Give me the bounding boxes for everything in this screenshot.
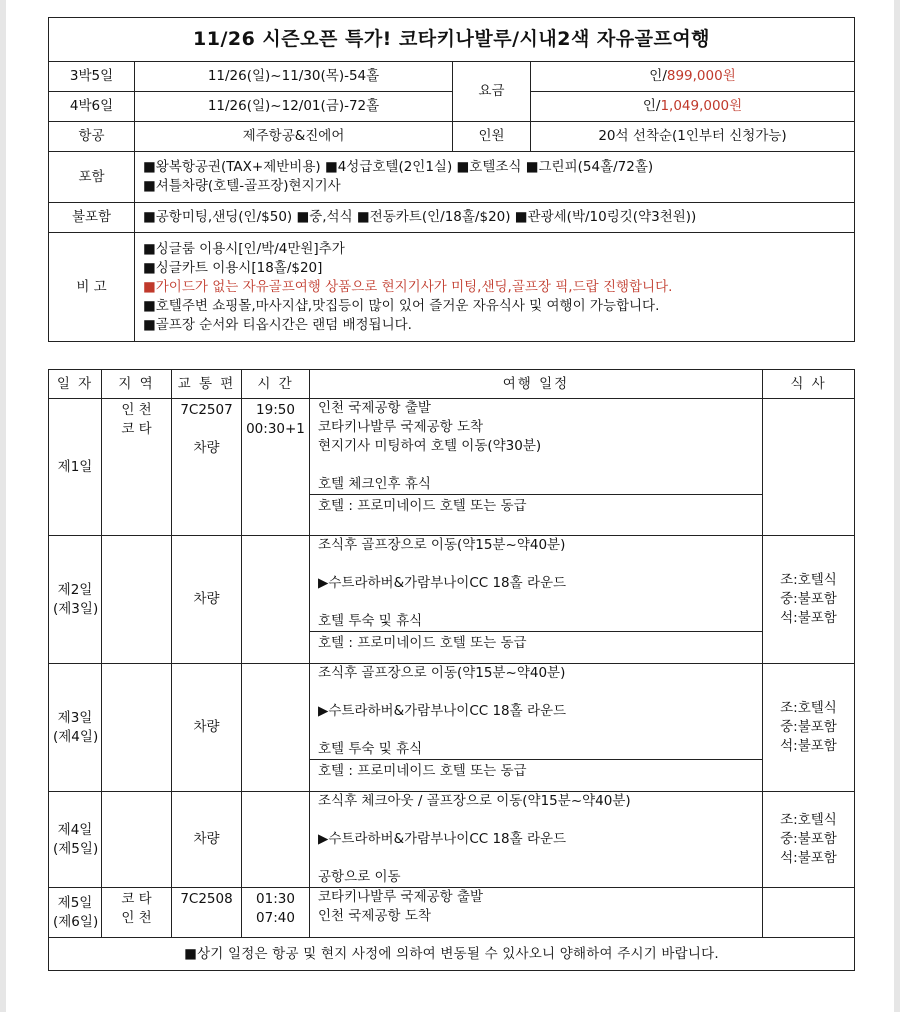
itinerary-spacer	[318, 849, 754, 868]
day-label: (제6일)	[53, 913, 99, 930]
day-label: 제3일	[57, 709, 93, 726]
fee-label: 요금	[453, 62, 531, 122]
itinerary-spacer	[318, 456, 754, 475]
capacity-value: 20석 선착순(1인부터 신청가능)	[531, 122, 855, 152]
remark-item: ■가이드가 없는 자유골프여행 상품으로 현지기사가 미팅,샌딩,골프장 픽,드랍 진행합니다.	[143, 278, 673, 295]
meal-cell	[763, 888, 855, 938]
remark-item: ■골프장 순서와 티옵시간은 랜덤 배정됩니다.	[143, 316, 412, 333]
included-label: 포함	[49, 152, 135, 203]
package-dates: 11/26(일)~12/01(금)-72홀	[135, 92, 453, 122]
transport-label: 차량	[193, 440, 220, 456]
meal-item: 석:불포함	[780, 610, 837, 626]
meal-item: 중:불포함	[780, 831, 837, 847]
day-cell	[49, 664, 102, 792]
transport-cell	[172, 792, 242, 888]
region-cell	[102, 399, 172, 536]
included-item: ■왕복항공권(TAX+제반비용) ■4성급호텔(2인1실) ■호텔조식 ■그린피(54홀/72홀)	[143, 159, 654, 175]
transport-cell	[172, 399, 242, 536]
region-cell	[102, 664, 172, 792]
region-cell	[102, 888, 172, 938]
excluded-label: 불포함	[49, 203, 135, 233]
remarks-list	[135, 233, 855, 342]
time-label: 19:50	[256, 402, 295, 418]
day-label: (제3일)	[53, 600, 99, 617]
meal-cell	[763, 792, 855, 888]
included-list	[135, 152, 855, 203]
hotel-line: 호텔 : 프로미네이드 호텔 또는 동급	[310, 759, 762, 783]
price-prefix: 인/	[642, 98, 661, 114]
included-item: ■셔틀차량(호텔-골프장)현지기사	[143, 178, 341, 194]
day-cell	[49, 536, 102, 664]
day-cell	[49, 888, 102, 938]
time-label: 01:30	[256, 891, 295, 907]
price-value: 1,049,000원	[660, 98, 743, 114]
transport-label: 7C2507	[180, 402, 233, 418]
itinerary-line: 조식후 골프장으로 이동(약15분~약40분)	[318, 537, 566, 553]
day-label: 제4일	[57, 821, 93, 838]
itinerary-line: 조식후 골프장으로 이동(약15분~약40분)	[318, 665, 566, 681]
itinerary-cell	[310, 536, 763, 664]
transport-label: 차량	[193, 831, 220, 847]
meal-cell	[763, 536, 855, 664]
itinerary-line: 현지기사 미팅하여 호텔 이동(약30분)	[318, 438, 542, 454]
itinerary-line: 인천 국제공항 도착	[318, 908, 431, 924]
itinerary-cell	[310, 888, 763, 938]
itinerary-cell	[310, 792, 763, 888]
package-price	[531, 92, 855, 122]
airline-value: 제주항공&진에어	[135, 122, 453, 152]
itinerary-day-row	[49, 536, 855, 664]
itinerary-day-row	[49, 888, 855, 938]
itinerary-day-row	[49, 399, 855, 536]
itinerary-table	[48, 369, 855, 971]
itinerary-spacer	[318, 683, 754, 702]
header-time: 시 간	[242, 370, 310, 399]
itinerary-spacer	[318, 721, 754, 740]
day-cell	[49, 399, 102, 536]
region-label: 코 타	[121, 421, 152, 437]
header-region: 지 역	[102, 370, 172, 399]
itinerary-day-row	[49, 792, 855, 888]
header-meal: 식 사	[763, 370, 855, 399]
left-edge-shadow	[0, 0, 6, 1012]
transport-label: 차량	[193, 591, 220, 607]
day-cell	[49, 792, 102, 888]
meal-cell	[763, 664, 855, 792]
transport-label	[176, 420, 237, 439]
meal-item: 중:불포함	[780, 719, 837, 735]
excluded-list: ■공항미팅,샌딩(인/$50) ■중,석식 ■전동카트(인/18홀/$20) ■관광세(박/10링깃(약3천원))	[135, 203, 855, 233]
itinerary-line: 인천 국제공항 출발	[318, 400, 431, 416]
header-transport: 교 통 편	[172, 370, 242, 399]
airline-label: 항공	[49, 122, 135, 152]
transport-cell	[172, 664, 242, 792]
remark-item: ■싱글룸 이용시[인/박/4만원]추가	[143, 240, 345, 257]
itinerary-day-row	[49, 664, 855, 792]
meal-item: 조:호텔식	[780, 812, 837, 828]
package-dates: 11/26(일)~11/30(목)-54홀	[135, 62, 453, 92]
transport-label: 차량	[193, 719, 220, 735]
meal-item: 중:불포함	[780, 591, 837, 607]
time-cell	[242, 399, 310, 536]
itinerary-spacer	[318, 593, 754, 612]
time-cell	[242, 536, 310, 664]
itinerary-line: ▶수트라하버&가람부나이CC 18홀 라운드	[318, 703, 567, 719]
region-label: 인 천	[121, 402, 152, 418]
itinerary-line: 코타키나발루 국제공항 출발	[318, 889, 484, 905]
meal-cell	[763, 399, 855, 536]
region-cell	[102, 536, 172, 664]
package-info-table	[48, 17, 855, 342]
time-label: 00:30+1	[246, 421, 305, 437]
time-cell	[242, 888, 310, 938]
region-cell	[102, 792, 172, 888]
time-cell	[242, 792, 310, 888]
footer-note: ■상기 일정은 항공 및 현지 사정에 의하여 변동될 수 있사오니 양해하여 주시기 바랍니다.	[49, 938, 855, 971]
package-label: 4박6일	[49, 92, 135, 122]
remark-item: ■호텔주변 쇼핑몰,마사지샵,맛집등이 많이 있어 즐거운 자유식사 및 여행이 가능합니다.	[143, 297, 660, 314]
capacity-label: 인원	[453, 122, 531, 152]
header-day: 일 자	[49, 370, 102, 399]
day-label: 제2일	[57, 581, 93, 598]
meal-item: 석:불포함	[780, 850, 837, 866]
hotel-line: 호텔 : 프로미네이드 호텔 또는 동급	[310, 494, 762, 518]
price-value: 899,000원	[666, 68, 736, 84]
day-label: 제1일	[57, 458, 93, 475]
header-itinerary: 여행 일정	[310, 370, 763, 399]
remark-item: ■싱글카트 이용시[18홀/$20]	[143, 259, 323, 276]
itinerary-line: ▶수트라하버&가람부나이CC 18홀 라운드	[318, 831, 567, 847]
transport-label: 7C2508	[180, 891, 233, 907]
itinerary-spacer	[318, 811, 754, 830]
package-label: 3박5일	[49, 62, 135, 92]
itinerary-spacer	[318, 555, 754, 574]
itinerary-cell	[310, 399, 763, 536]
day-label: (제4일)	[53, 728, 99, 745]
itinerary-line: 호텔 체크인후 휴식	[318, 476, 431, 492]
region-label: 코 타	[121, 891, 152, 907]
remarks-label: 비 고	[49, 233, 135, 342]
itinerary-line: 공항으로 이동	[318, 869, 401, 885]
right-edge-shadow	[894, 0, 900, 1012]
package-price	[531, 62, 855, 92]
time-cell	[242, 664, 310, 792]
meal-item: 조:호텔식	[780, 700, 837, 716]
itinerary-line: 호텔 투숙 및 휴식	[318, 613, 423, 629]
time-label: 07:40	[256, 910, 295, 926]
transport-cell	[172, 888, 242, 938]
meal-item: 석:불포함	[780, 738, 837, 754]
day-label: (제5일)	[53, 840, 99, 857]
page-title: 11/26 시즌오픈 특가! 코타키나발루/시내2색 자유골프여행	[49, 18, 855, 62]
transport-cell	[172, 536, 242, 664]
region-label: 인 천	[121, 910, 152, 926]
price-prefix: 인/	[649, 68, 667, 84]
itinerary-line: ▶수트라하버&가람부나이CC 18홀 라운드	[318, 575, 567, 591]
itinerary-line: 코타키나발루 국제공항 도착	[318, 419, 484, 435]
itinerary-line: 호텔 투숙 및 휴식	[318, 741, 423, 757]
itinerary-cell	[310, 664, 763, 792]
meal-item: 조:호텔식	[780, 572, 837, 588]
day-label: 제5일	[57, 894, 93, 911]
itinerary-line: 조식후 체크아웃 / 골프장으로 이동(약15분~약40분)	[318, 793, 631, 809]
hotel-line: 호텔 : 프로미네이드 호텔 또는 동급	[310, 631, 762, 655]
